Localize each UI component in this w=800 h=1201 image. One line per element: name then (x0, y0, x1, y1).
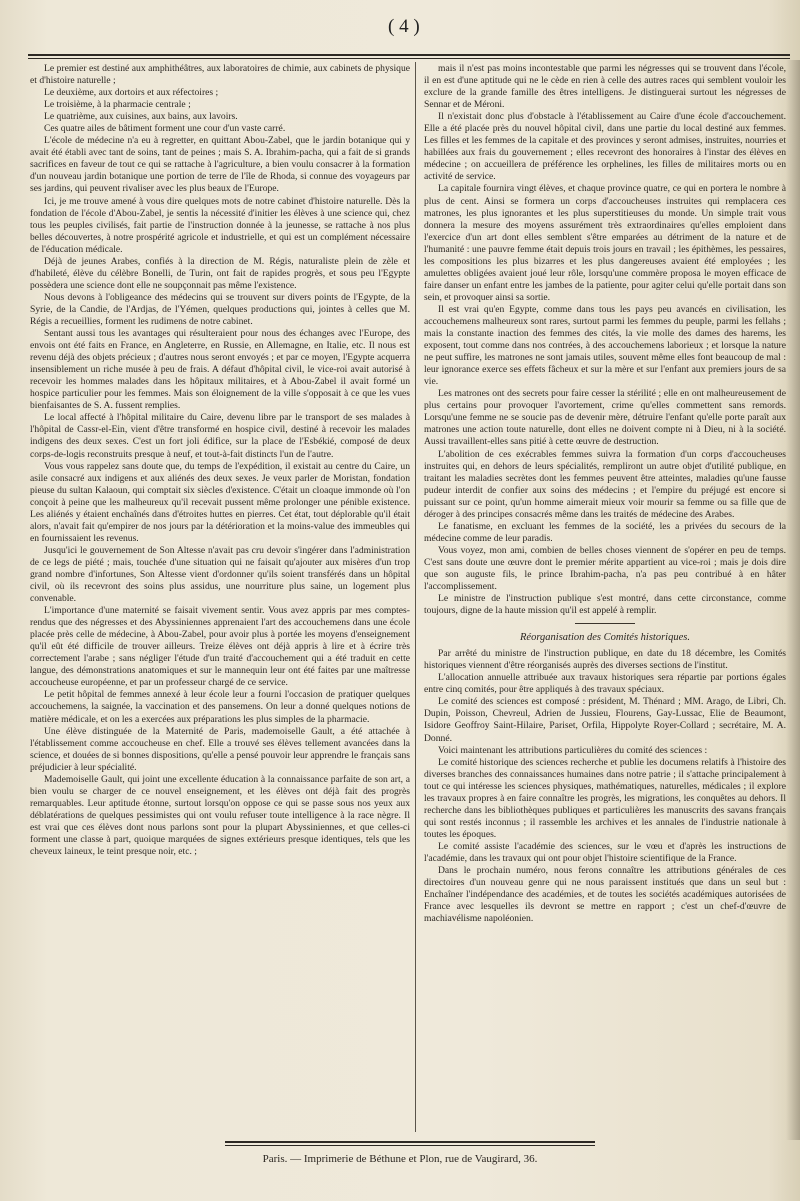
left-column-paragraph: Ces quatre ailes de bâtiment forment une cour d'un vaste carré. (44, 123, 286, 135)
section-paragraph: Le comité des sciences est composé : président, M. Thénard ; MM. Arago, de Libri, Ch. Dupin, Poisson, Chevreul, Adrien de Jussieu, Flourens, Gay-Lussac, Elie de Beaumont, Isidore Geoffroy Saint-Hilaire, Pariset, Orfila, Hippolyte Royer-Collard ; secrétaire, M. A. Donné. (424, 696, 786, 744)
left-column (30, 63, 410, 1131)
right-column-paragraph: Il est vrai qu'en Egypte, comme dans tous les pays peu avancés en civilisation, les accouchemens malheureux sont rares, surtout parmi les femmes du peuple, parmi les fellahs ; mais la constante inaction des femmes des cités, la vie molle des dames des harems, les exposent, tout comme dans nos contrées, à des accouchemens laborieux ; et lorsque la nature ne peut suffire, les matrones ne sont jamais utiles, souvent même elles font beaucoup de mal : leur ignorance exerce ses effets fâcheux et sur la mère et sur l'enfant aux premiers jours de sa vie. (424, 303, 786, 388)
left-column-paragraph: Sentant aussi tous les avantages qui résulteraient pour nous des échanges avec l'Europe, des envois ont été faits en France, en Angleterre, en Russie, en Allemagne, en Italie, etc. Il nous est revenu déjà des objets précieux ; d'autres nous seront envoyés ; et par ce moyen, l'Egypte acquerra insensiblement un riche musée à peu de frais. A défaut d'hôpital civil, le vice-roi avait autorisé à recevoir les hommes malades dans les hôpitaux militaires, et à Abou-Zabel il avait formé un hospice particulier pour les femmes. Mais son éloignement de la ville s'opposait à ce que les vues bienfaisantes de S. A. fussent remplies. (30, 328, 410, 412)
footer-rule (225, 1141, 595, 1143)
column-divider (415, 62, 416, 1132)
footer-rule-thin (225, 1145, 595, 1146)
left-column-paragraph: Le quatrième, aux cuisines, aux bains, aux lavoirs. (44, 111, 238, 123)
section-paragraph: Par arrêté du ministre de l'instruction publique, en date du 18 décembre, les Comités historiques viennent d'être réorganisés auprès des diverses sections de l'institut. (424, 648, 786, 672)
section-paragraph: Dans le prochain numéro, nous ferons connaître les attributions générales de ces directoires d'un nouveau genre qui ne nous paraissent institués que dans un seul but : Enchaîner l'indépendance des académies, et de toutes les sociétés académiques autorisées de France avec lesquelles ils devront se mettre en rapport ; c'est un chef-d'œuvre de machiavélisme napoléonien. (424, 865, 786, 925)
left-column-paragraph: Ici, je me trouve amené à vous dire quelques mots de notre cabinet d'histoire naturelle. Dès la fondation de l'école d'Abou-Zabel, je sentis la nécessité d'initier les élèves à une science qui, chez tous les peuples civilisés, fait partie de l'instruction donnée à la jeunesse, se rattache à nos plus belles découvertes, à notre prospérité agricole et industrielle, et qui est un complément nécessaire de l'éducation médicale. (30, 195, 410, 255)
section-separator (575, 623, 635, 624)
right-column-paragraph: Les matrones ont des secrets pour faire cesser la stérilité ; elle en ont malheureusement de plus certains pour provoquer l'avortement, crime qu'elles commettent sans remords. Lorsqu'une femme ne se soucie pas de devenir mère, détruire l'enfant qu'elle porte paraît aux matrones une action toute naturelle, dont elles ne doivent compte ni à Dieu, ni à la société. Aussi travaillent-elles sans pitié à cette œuvre de destruction. (424, 388, 786, 448)
page-number: ( 4 ) (388, 16, 420, 37)
page-edge-shadow (786, 60, 800, 1140)
right-column-paragraph: mais il n'est pas moins incontestable que parmi les négresses qui se trouvent dans l'école, il en est d'une aptitude qui ne le cède en rien à celle des autres races qui semblent vouloir les exclure de la grande famille des êtres intelligens. Je distinguerai surtout les négresses de Sennar et de Méroni. (424, 63, 786, 111)
imprint-footer: Paris. — Imprimerie de Béthune et Plon, rue de Vaugirard, 36. (262, 1153, 538, 1165)
right-column-paragraph: L'abolition de ces exécrables femmes suivra la formation d'un corps d'accoucheuses instruites qui, en dehors de leurs spécialités, rempliront un autre objet d'utilité publique, en traitant les maladies secrètes dont les femmes peuvent être atteintes, maladies qu'une fausse pudeur interdit de confier aux soins des médecins ; et l'empire du préjugé est encore si puissant sur ce point, qu'un homme aimerait mieux voir mourir sa femme ou sa fille que de déroger à des principes consacrés même dans les traités de médecine des Arabes. (424, 448, 786, 520)
section-title: Réorganisation des Comités historiques. (520, 632, 690, 644)
left-column-paragraph: Déjà de jeunes Arabes, confiés à la direction de M. Régis, naturaliste plein de zèle et d'habileté, élève du célèbre Bonelli, de Turin, ont fait de rapides progrès, et sous peu l'Egypte possèdera une science dont elle ne soupçonnait pas même l'existence. (30, 255, 410, 291)
left-column-paragraph: Une élève distinguée de la Maternité de Paris, mademoiselle Gault, a été attachée à l'établissement comme accoucheuse en chef. Elle a trouvé ses élèves tellement avancées dans la science, et douées de si bonnes dispositions, qu'elle a pensé pouvoir leur apprendre le français sans préjudicier à leur spécialité. (30, 725, 410, 773)
left-column-paragraph: Vous vous rappelez sans doute que, du temps de l'expédition, il existait au centre du Caire, un asile consacré aux indigens et aux aliénés des deux sexes. Je veux parler de Moristan, fondation pieuse du sultan Kalaoun, qui comptait six siècles d'existence. C'était un cloaque immonde où l'on conçoit à peine que les malheureux qu'il recevait pussent même prolonger une pénible existence. Les aliénés y étaient enchaînés dans d'étroites huttes en pierres. Cet état, tout déplorable qu'il était alors, n'avait fait qu'empirer de nos jours par la détérioration et la moins-value des immeubles qui en fournissaient les revenus. (30, 460, 410, 544)
right-column-body (424, 63, 786, 617)
left-column-paragraph: Mademoiselle Gault, qui joint une excellente éducation à la connaissance parfaite de son art, a bien voulu se charger de ce nouvel enseignement, et les élèves ont déjà fait des progrès remarquables. Leur aptitude étonne, surtout lorsqu'on oppose ce qui se passe sous nos yeux aux déblatérations de quelques pessimistes qui ont voulu refuser toute intelligence à la race nègre. Il est vrai que ces élèves dont nous parlons sont pour la plupart Abyssiniennes, et que celles-ci forment une classe à part, quoique marquées de signes extérieurs presque identiques, tels que les cheveux laineux, le teint presque noir, etc. ; (30, 773, 410, 858)
left-column-paragraph: Le petit hôpital de femmes annexé à leur école leur a fourni l'occasion de pratiquer quelques accouchemens, la saignée, la vaccination et des pansemens. On leur a donné quelques notions de matière médicale, et on les a exercées aux préparations les plus simples de la pharmacie. (30, 689, 410, 725)
right-column-paragraph: Il n'existait donc plus d'obstacle à l'établissement au Caire d'une école d'accouchement. Elle a été placée près du nouvel hôpital civil, dans une partie du local destiné aux femmes. Les filles et les femmes de la capitale et des provinces y seront admises, instruites, nourries et habillées aux frais du gouvernement ; elles recevront des honoraires à l'instar des élèves en médecine ; on accueillera de préférence les orphelines, les filles de militaires morts ou en activité de service. (424, 111, 786, 183)
left-column-paragraph: L'école de médecine n'a eu à regretter, en quittant Abou-Zabel, que le jardin botanique qui y avait été établi avec tant de soins, tant de peines ; mais S. A. Ibrahim-pacha, qui a fait de si grands sacrifices en faveur de tout ce qui se rattache à l'agriculture, a bien voulu consacrer à la formation d'un nouveau jardin botanique une portion de terre de l'île de Rhoda, si connue des voyageurs par ses jardins, qui peuvent rivaliser avec les plus beaux de l'Europe. (30, 135, 410, 195)
left-column-paragraph: Le premier est destiné aux amphithéâtres, aux laboratoires de chimie, aux cabinets de physique et d'histoire naturelle ; (30, 63, 410, 87)
right-column-paragraph: Le ministre de l'instruction publique s'est montré, dans cette circonstance, comme toujours, digne de la haute mission qu'il est appelé à remplir. (424, 593, 786, 617)
section-paragraph: L'allocation annuelle attribuée aux travaux historiques sera répartie par portions égales entre cinq comités, pour être appliqués à des travaux spéciaux. (424, 672, 786, 696)
header-rule-thin (28, 58, 790, 59)
left-column-paragraph: L'importance d'une maternité se faisait vivement sentir. Vous avez appris par mes comptes-rendus que des négresses et des Abyssiniennes apprenaient l'art des accouchemens dans une école placée près celle de médecine, à Abou-Zabel, pour avoir plus à portée les moyens d'enseignement qu'il eût été difficile de trouver ailleurs. Treize élèves ont déjà appris à lire et à écrire très correctement l'arabe ; sans négliger l'étude d'un traité d'accouchement qui a été traduit en cette langue, des démonstrations anatomiques et sur le mannequin leur ont été faites par une maîtresse accoucheuse européenne, et par un professeur chargé de ce service. (30, 605, 410, 689)
left-column-paragraph: Nous devons à l'obligeance des médecins qui se trouvent sur divers points de l'Egypte, de la Syrie, de la Candie, de l'Ardjas, de l'Yémen, quelques productions qui, jointes à celles que M. Régis a recueillies, forment les rudimens de notre cabinet. (30, 291, 410, 327)
section-paragraph: Le comité historique des sciences recherche et publie les documens relatifs à l'histoire des diverses branches des connaissances humaines dans notre patrie ; il s'attache principalement à tout ce qui intéresse les sciences physiques, mathématiques, naturelles, médicales ; il explore les travaux propres à en faire connaître les progrès, les migrations, les conquêtes au dehors. Il recherche dans les bibliothèques publiques et particulières les manuscrits des savans français qui sont restés inconnus ; il rassemble les archives et les annales de l'industrie nationale à toutes les époques. (424, 756, 786, 840)
right-column (424, 63, 786, 1131)
left-column-paragraph: Le troisième, à la pharmacie centrale ; (44, 99, 191, 111)
section-body (424, 648, 786, 925)
right-column-paragraph: Le fanatisme, en excluant les femmes de la société, les a privées du secours de la médecine comme de leur paradis. (424, 520, 786, 544)
right-column-paragraph: Vous voyez, mon ami, combien de belles choses viennent de s'opérer en peu de temps. C'est sans doute une œuvre dont le premier mérite appartient au vice-roi ; mais je dois dire que son auguste fils, le prince Ibrahim-pacha, n'a pas peu contribué à en hâter l'accomplissement. (424, 544, 786, 593)
left-column-paragraph: Jusqu'ici le gouvernement de Son Altesse n'avait pas cru devoir s'ingérer dans l'administration de ce legs de piété ; mais, touchée d'une situation qui ne faisait qu'ajouter aux misères d'un trop grand nombre d'infortunes, Son Altesse vient d'ordonner qu'ils soient transférés dans un hôpital civil, où ils recevront des soins plus assidus, une nourriture plus saine, un logement plus convenable. (30, 544, 410, 605)
right-column-paragraph: La capitale fournira vingt élèves, et chaque province quatre, ce qui en portera le nombre à plus de cent. Ainsi se formera un corps d'accoucheuses instruites qui remplacera ces matrones, les plus ignorantes et les plus superstitieuses du monde. Un simple trait vous donnera la mesure des moyens assurément très extraordinaires qu'elles emploient dans l'exercice d'un art dont elles semblent s'être emparées au détriment de la nature et de l'humanité : une pauvre femme était depuis trois jours en travail ; les épithèmes, les pessaires, les compositions les plus bizarres et les plus dangereuses avaient été employées ; les amulettes obligées avaient joué leur rôle, lorsqu'une commère proposa le moyen efficace de faire danser un enfant entre les jambes de la patiente, pour agiter celui qu'elle portait dans son sein, et provoquer ainsi sa sortie. (424, 183, 786, 303)
left-column-paragraph: Le deuxième, aux dortoirs et aux réfectoires ; (44, 87, 219, 99)
header-rule (28, 54, 790, 56)
section-paragraph: Le comité assiste l'académie des sciences, sur le vœu et d'après les instructions de l'académie, dans les travaux qui ont pour objet l'histoire scientifique de la France. (424, 840, 786, 864)
left-column-paragraph: Le local affecté à l'hôpital militaire du Caire, devenu libre par le transport de ses malades à l'hôpital de Cassr-el-Ein, vient d'être transformé en hospice civil, destiné à recevoir les malades indigens des deux sexes. C'est un fort joli édifice, sur la place de l'Esbékié, composé de deux corps-de-logis reconstruits presque à neuf, et tout-à-fait distincts l'un de l'autre. (30, 412, 410, 460)
section-paragraph: Voici maintenant les attributions particulières du comité des sciences : (438, 744, 708, 756)
